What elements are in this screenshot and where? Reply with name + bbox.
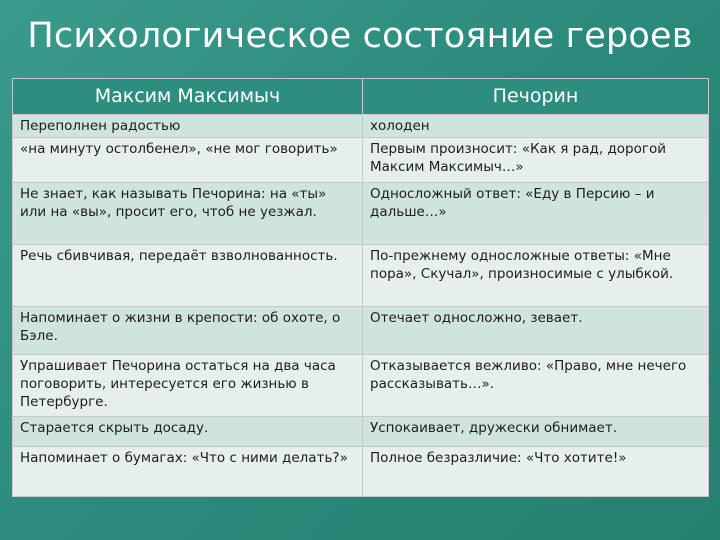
table-row	[13, 355, 709, 417]
table-row	[13, 245, 709, 307]
cell-maksim: Упрашивает Печорина остаться на два часа поговорить, интересуется его жизнью в Петербурге.	[13, 355, 363, 417]
table-header-row	[13, 79, 709, 115]
cell-maksim: Переполнен радостью	[13, 115, 363, 138]
column-header-maksim: Максим Максимыч	[13, 79, 363, 115]
table-row	[13, 115, 709, 138]
cell-pechorin: холоден	[363, 115, 709, 138]
cell-maksim: Напоминает о жизни в крепости: об охоте, о Бэле.	[13, 307, 363, 355]
cell-maksim: Напоминает о бумагах: «Что с ними делать?»	[13, 447, 363, 497]
cell-pechorin: Первым произносит: «Как я рад, дорогой Максим Максимыч…»	[363, 138, 709, 183]
slide-title: Психологическое состояние героев	[27, 16, 693, 56]
cell-pechorin: Односложный ответ: «Еду в Персию – и дальше…»	[363, 183, 709, 245]
table-row	[13, 447, 709, 497]
table-row	[13, 138, 709, 183]
cell-maksim: «на минуту остолбенел», «не мог говорить»	[13, 138, 363, 183]
table-row	[13, 307, 709, 355]
cell-pechorin: Успокаивает, дружески обнимает.	[363, 417, 709, 447]
cell-maksim: Речь сбивчивая, передаёт взволнованность.	[13, 245, 363, 307]
table-row	[13, 183, 709, 245]
table-row	[13, 417, 709, 447]
cell-pechorin: Полное безразличие: «Что хотите!»	[363, 447, 709, 497]
cell-pechorin: Отечает односложно, зевает.	[363, 307, 709, 355]
column-header-pechorin: Печорин	[363, 79, 709, 115]
cell-pechorin: Отказывается вежливо: «Право, мне нечего рассказывать…».	[363, 355, 709, 417]
cell-pechorin: По-прежнему односложные ответы: «Мне пора», Скучал», произносимые с улыбкой.	[363, 245, 709, 307]
comparison-table	[12, 78, 709, 497]
cell-maksim: Не знает, как называть Печорина: на «ты» или на «вы», просит его, чтоб не уезжал.	[13, 183, 363, 245]
cell-maksim: Старается скрыть досаду.	[13, 417, 363, 447]
